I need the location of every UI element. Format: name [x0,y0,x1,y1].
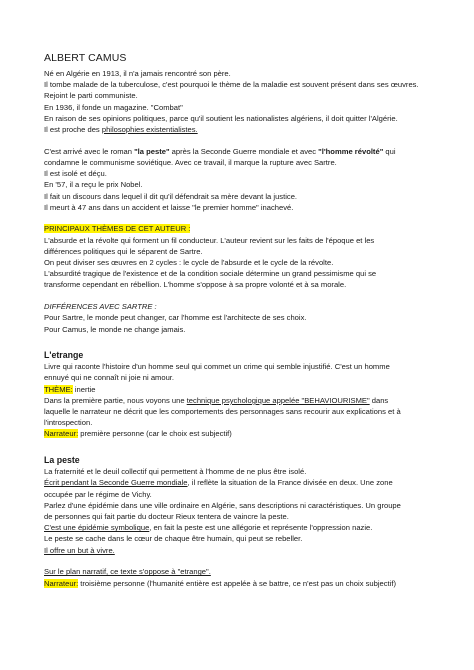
bio-line: En 1936, il fonde un magazine. "Combat" [44,102,183,112]
section-heading-la-peste: La peste [44,455,80,466]
etrange-line: laquelle le narrateur ne décrit que les comportements des personnages sans recourir aux explications et à [44,407,401,417]
text-run: , il reflète la situation de la France divisée en deux. Une zone [187,478,393,488]
narrator-label: Narrateur: [44,429,79,439]
underlined-phrase: Écrit pendant la Seconde Guerre mondiale [44,478,188,488]
diff-heading: DIFFÉRENCES AVEC SARTRE : [44,302,157,312]
spacer [44,335,460,346]
theme-line: transforme cependant en rébellion. L'homme s'oppose à sa propre volonté et à sa morale. [44,280,347,290]
peste-intro-line: Il fait un discours dans lequel il dit qu'il défendrait sa mère devant la justice. [44,191,298,201]
text-run: qui [383,146,396,156]
etrange-theme-line [44,384,460,395]
text-run: dans [369,395,389,405]
text-run: , en fait la peste est une allégorie et représente l'oppression nazie. [149,523,373,533]
peste-intro-line: Il est isolé et déçu. [44,169,107,179]
document-content [44,52,460,589]
etrange-line [44,395,460,406]
peste-narrator-line [44,578,460,589]
bio-line: Rejoint le parti communiste. [44,91,138,101]
peste-line [44,522,460,533]
spacer [44,440,460,451]
etrange-line: ennuyé qui ne connaît ni joie ni amour. [44,373,175,383]
peste-intro-line: Il meurt à 47 ans dans un accident et laisse "le premier homme" inachevé. [44,202,294,212]
text-run: C'est arrivé avec le roman [44,146,135,156]
theme-label: THÈME: [44,384,73,394]
narrator-value: première personne (car le choix est subjectif) [78,429,232,439]
theme-line: L'absurdité tragique de l'existence et de la condition sociale détermine un grand pessimisme qui se [44,269,377,279]
spacer [44,556,460,567]
document-title: ALBERT CAMUS [44,52,127,64]
peste-line [44,477,460,488]
theme-value: inertie [72,384,96,394]
theme-line: L'absurde et la révolte qui forment un fil conducteur. L'auteur revient sur les faits de l'époque et les [44,235,375,245]
peste-line: Il offre un but à vivre. [44,545,115,555]
spacer [44,291,460,302]
theme-line: différences politiques qui le séparent de Sartre. [44,246,203,256]
peste-line: Le peste se cache dans le cœur de chaque être humain, qui peut se rebeller. [44,534,303,544]
title-homme-revolte: "l'homme révolté" [318,146,384,156]
bio-line-text: Il est proche des [44,125,102,135]
spacer [44,135,460,146]
peste-intro-line: condamne le communisme soviétique. Avec ce travail, il marque la rupture avec Sartre. [44,157,337,167]
behaviourisme-term: technique psychologique appelée "BEHAVIOURISME" [186,395,370,405]
spacer [44,213,460,224]
bio-line [44,124,460,135]
text-run: après la Seconde Guerre mondiale et avec [169,146,319,156]
bio-line: Il tombe malade de la tuberculose, c'est pourquoi le thème de la maladie est souvent présent dans ses œuvres. [44,80,419,90]
narrator-value: troisième personne (l'humanité entière est appelée à se battre, ce n'est pas un choix subjectif) [78,578,396,588]
peste-intro-line [44,146,460,157]
peste-plan-line: Sur le plan narratif, ce texte s'oppose à "etrange". [44,567,211,577]
etrange-line: Livre qui raconte l'histoire d'un homme seul qui commet un crime qui semble injustifié. C'est un homme [44,362,390,372]
etrange-narrator-line [44,428,460,439]
section-heading-etrange: L'etrange [44,350,84,361]
peste-line: occupée par le régime de Vichy. [44,489,152,499]
theme-line: On peut diviser ses œuvres en 2 cycles : le cycle de l'absurde et le cycle de la révolte. [44,258,334,268]
peste-line: de personnes qui fait partie du docteur Rieux tentera de vaincre la peste. [44,512,289,521]
diff-line: Pour Sartre, le monde peut changer, car l'homme est l'architecte de ses choix. [44,313,307,323]
text-run: Dans la première partie, nous voyons une [44,395,187,405]
peste-line: La fraternité et le deuil collectif qui permettent à l'homme de ne plus être isolé. [44,467,307,477]
peste-line: Parlez d'une épidémie dans une ville ordinaire en Algérie, sans descriptions ni caractéristiques. Un groupe [44,500,401,510]
narrator-label: Narrateur: [44,578,79,588]
themes-heading-line [44,223,460,234]
existentialism-link: philosophies existentialistes. [101,125,198,135]
peste-intro-line: En '57, il a reçu le prix Nobel. [44,180,143,190]
themes-heading: PRINCIPAUX THÈMES DE CET AUTEUR : [44,224,191,234]
bio-line: Né en Algérie en 1913, il n'a jamais rencontré son père. [44,69,231,78]
diff-line: Pour Camus, le monde ne change jamais. [44,324,186,334]
underlined-phrase: C'est une épidémie symbolique [44,523,150,533]
title-la-peste: "la peste" [134,146,170,156]
etrange-line: l'introspection. [44,418,93,428]
bio-line: En raison de ses opinions politiques, parce qu'il soutient les nationalistes algériens, il doit quitter l'Algérie. [44,113,398,123]
